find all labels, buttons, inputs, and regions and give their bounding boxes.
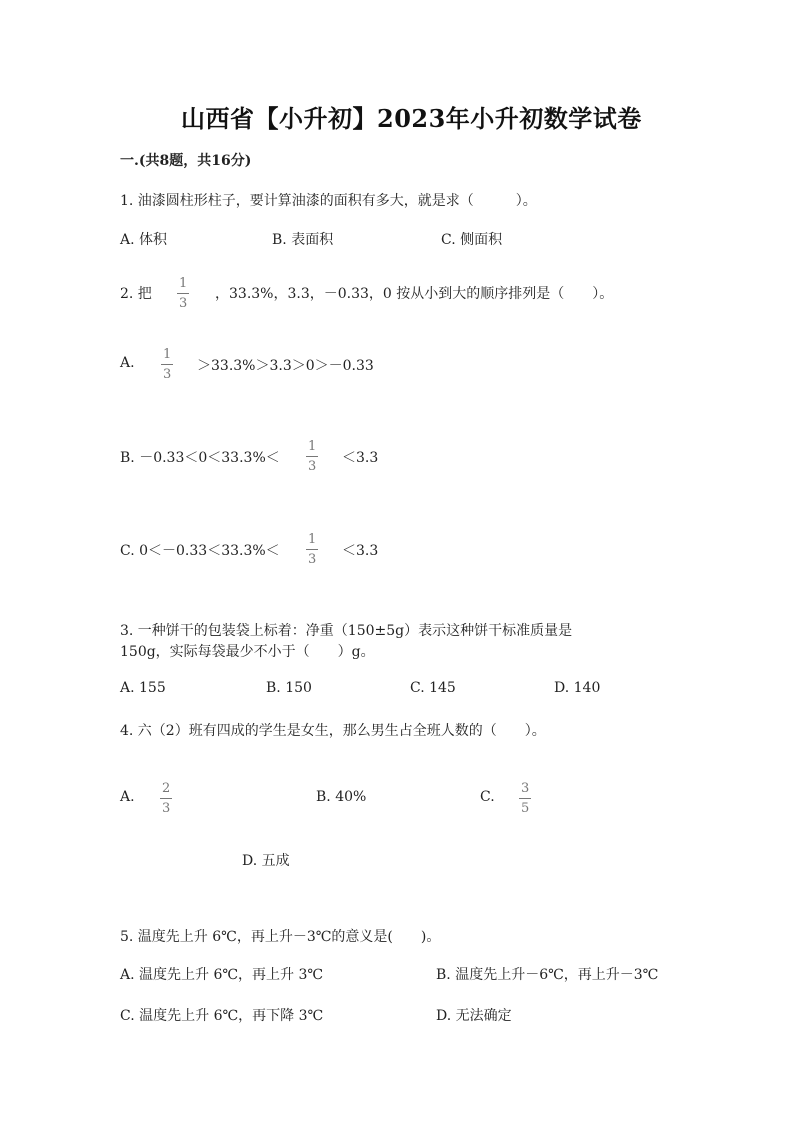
question-5-option-b: B. 温度先上升－6℃，再上升－3℃ <box>436 967 659 983</box>
fraction-bar <box>306 549 318 550</box>
fraction-numerator: 1 <box>308 439 317 454</box>
fraction-bar <box>160 798 172 799</box>
question-4-option-a-label: A. <box>120 789 135 805</box>
question-2-option-b-text: B. －0.33＜0＜33.3%＜ <box>120 450 280 466</box>
question-4-option-c-label: C. <box>480 789 495 805</box>
question-5-option-a: A. 温度先上升 6℃，再上升 3℃ <box>120 967 324 983</box>
question-3-stem-line1: 3. 一种饼干的包装袋上标着：净重（150±5g）表示这种饼干标准质量是 <box>120 623 573 639</box>
question-4-option-b: B. 40% <box>316 789 367 805</box>
question-2-option-c-fraction <box>306 533 318 566</box>
fraction-numerator: 3 <box>521 781 530 796</box>
question-1-option-b: B. 表面积 <box>272 232 334 248</box>
question-2-option-c-tail: ＜3.3 <box>342 543 379 559</box>
question-3-option-a: A. 155 <box>120 680 166 696</box>
question-2-option-b-fraction <box>306 440 318 473</box>
question-4-option-d: D. 五成 <box>242 853 290 869</box>
question-2-option-c-text: C. 0＜－0.33＜33.3%＜ <box>120 543 280 559</box>
question-1-option-a: A. 体积 <box>120 232 168 248</box>
question-5-option-d: D. 无法确定 <box>436 1008 512 1024</box>
fraction-denominator: 5 <box>521 801 530 816</box>
question-4-stem: 4. 六（2）班有四成的学生是女生，那么男生占全班人数的（ ）。 <box>120 723 546 739</box>
question-3-option-b: B. 150 <box>266 680 312 696</box>
question-3-stem-line2: 150g，实际每袋最少不小于（ ）g。 <box>120 644 375 660</box>
question-4-option-a-fraction <box>160 782 172 815</box>
question-2-option-b-tail: ＜3.3 <box>342 450 379 466</box>
fraction-bar <box>519 798 531 799</box>
question-4-option-c-fraction <box>519 782 531 815</box>
fraction-denominator: 3 <box>163 367 172 382</box>
section-header: 一.(共8题，共16分) <box>120 153 252 169</box>
fraction-numerator: 2 <box>162 781 171 796</box>
fraction-bar <box>177 293 189 294</box>
fraction-numerator: 1 <box>308 532 317 547</box>
question-1-stem: 1. 油漆圆柱形柱子，要计算油漆的面积有多大，就是求（ ）。 <box>120 193 537 209</box>
question-3-option-c: C. 145 <box>410 680 456 696</box>
question-3-option-d: D. 140 <box>554 680 601 696</box>
question-2-option-a-fraction <box>161 348 173 381</box>
question-2-stem-post: ，33.3%，3.3，－0.33，0 按从小到大的顺序排列是（ ）。 <box>215 286 614 302</box>
question-2-option-a-label: A. <box>120 355 135 371</box>
fraction-denominator: 3 <box>179 296 188 311</box>
fraction-bar <box>306 456 318 457</box>
fraction-numerator: 1 <box>163 347 172 362</box>
fraction-denominator: 3 <box>308 552 317 567</box>
question-2-fraction <box>177 277 189 310</box>
fraction-bar <box>161 364 173 365</box>
question-5-stem: 5. 温度先上升 6℃，再上升－3℃的意义是( )。 <box>120 929 441 945</box>
fraction-denominator: 3 <box>162 801 171 816</box>
fraction-denominator: 3 <box>308 459 317 474</box>
question-2-stem-pre: 2. 把 <box>120 286 152 302</box>
exam-title: 山西省【小升初】2023年小升初数学试卷 <box>181 104 642 133</box>
question-1-option-c: C. 侧面积 <box>441 232 503 248</box>
question-5-option-c: C. 温度先上升 6℃，再下降 3℃ <box>120 1008 324 1024</box>
fraction-numerator: 1 <box>179 276 188 291</box>
question-2-option-a-text: ＞33.3%＞3.3＞0＞－0.33 <box>197 358 374 374</box>
